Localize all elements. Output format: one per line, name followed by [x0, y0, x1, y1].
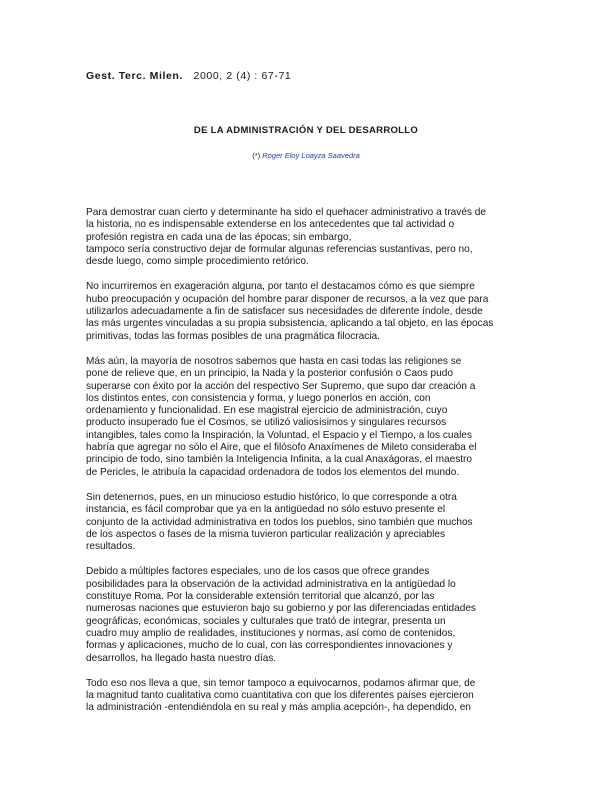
- paragraph-line: ordenamiento y funcionalidad. En ese magistral ejercicio de administración, cuyo: [86, 405, 448, 417]
- paragraph-line: primitivas, todas las formas posibles de una pragmática filocracia.: [86, 330, 380, 342]
- paragraph-line: la magnitud tanto cualitativa como cuantitativa con que los diferentes países ejercieron: [86, 690, 474, 702]
- paragraph-line: de Pericles, le atribuía la capacidad ordenadora de todos los elementos del mundo.: [86, 466, 460, 478]
- paragraph-line: instancia, es fácil comprobar que ya en la antigüedad no sólo estuvo presente el: [86, 504, 446, 516]
- paragraph-line: Sin detenernos, pues, en un minucioso estudio histórico, lo que corresponde a otra: [86, 491, 457, 503]
- paragraph-line: los distintos entes, con consistencia y forma, y luego ponerlos en acción, con: [86, 392, 431, 404]
- issue-reference: 2000, 2 (4) : 67-71: [193, 70, 292, 82]
- paragraph-line: conjunto de la actividad administrativa en todos los pueblos, sino también que muchos: [86, 516, 473, 528]
- paragraph-line: profesión registra en cada una de las épocas; sin embargo,: [86, 231, 352, 243]
- paragraph-line: la administración -entendiéndola en su real y más amplia acepción-, ha dependido, en: [86, 702, 471, 714]
- author-name-link[interactable]: Roger Eloy Loayza Saavedra: [262, 151, 360, 160]
- paragraph-line: desde luego, como simple procedimiento retórico.: [86, 256, 309, 268]
- paragraph: [86, 492, 526, 553]
- paragraph-line: tampoco sería constructivo dejar de formular algunas referencias sustantivas, pero no,: [86, 243, 473, 255]
- paragraph-line: geográficas, económicas, sociales y culturales que trató de integrar, presenta un: [86, 615, 446, 627]
- paragraph-line: Más aún, la mayoría de nosotros sabemos que hasta en casi todas las religiones se: [86, 355, 462, 367]
- paragraph-line: Debido a múltiples factores especiales, uno de los casos que ofrece grandes: [86, 566, 430, 578]
- paragraph-line: principio de todo, sino también la Inteligencia Infinita, a la cual Anaxágoras, el maestro: [86, 454, 473, 466]
- article-title: DE LA ADMINISTRACIÓN Y DEL DESARROLLO: [193, 125, 419, 136]
- paragraph-line: No incurriremos en exageración alguna, por tanto el destacamos cómo es que siempre: [86, 281, 475, 293]
- paragraph: [86, 678, 526, 715]
- paragraph-line: hubo preocupación y ocupación del hombre parar disponer de recursos, a la vez que para: [86, 293, 489, 305]
- paragraph: [86, 356, 526, 479]
- paragraph-line: cuadro muy amplio de realidades, instituciones y normas, así como de contenidos,: [86, 627, 456, 639]
- paragraph-line: intangibles, tales como la Inspiración, la Voluntad, el Espacio y el Tiempo, a los cuales: [86, 429, 473, 441]
- author-line: [0, 151, 612, 160]
- paragraph-line: Todo eso nos lleva a que, sin temor tampoco a equivocarnos, podamos afirmar que, de: [86, 677, 476, 689]
- paragraph-line: producto insuperado fue el Cosmos, se utilizó valiosísimos y singulares recursos: [86, 417, 447, 429]
- paragraph: [86, 281, 526, 342]
- paragraph-line: utilizarlos adecuadamente a fin de satisfacer sus necesidades de diferente índole, desde: [86, 306, 483, 318]
- paragraph: [86, 566, 526, 664]
- author-footnote-mark: (*): [252, 151, 261, 160]
- journal-citation: [86, 70, 291, 82]
- paragraph: [86, 207, 526, 268]
- paragraph-line: las más urgentes vinculadas a su propia subsistencia, aplicando a tal objeto, en las épocas: [86, 318, 494, 330]
- paragraph-line: constituye Roma. Por la considerable extensión territorial que alcanzó, por las: [86, 591, 435, 603]
- article-body: [86, 207, 526, 728]
- paragraph-line: numerosas naciones que estuvieron bajo su gobierno y por las diferenciadas entidades: [86, 603, 476, 615]
- paragraph-line: la historia, no es indispensable extenderse en los antecedentes que tal actividad o: [86, 219, 455, 231]
- paragraph-line: habría que agregar no sólo el Aire, que el filósofo Anaxímenes de Mileto consideraba el: [86, 442, 477, 454]
- paragraph-line: superarse con éxito por la acción del respectivo Ser Supremo, que supo dar creación a: [86, 380, 476, 392]
- paragraph-line: formas y aplicaciones, mucho de lo cual, con las correspondientes innovaciones y: [86, 640, 453, 652]
- paragraph-line: de los aspectos o fases de la misma tuvieron particular realización y apreciables: [86, 528, 446, 540]
- paragraph-line: Para demostrar cuan cierto y determinante ha sido el quehacer administrativo a través de: [86, 207, 487, 218]
- paragraph-line: desarrollos, ha llegado hasta nuestro días.: [86, 652, 277, 664]
- paragraph-line: posibilidades para la observación de la actividad administrativa en la antigüedad lo: [86, 578, 456, 590]
- journal-name: Gest. Terc. Milen.: [86, 70, 183, 82]
- paragraph-line: resultados.: [86, 541, 136, 553]
- paragraph-line: pone de relieve que, en un principio, la Nada y la posterior confusión o Caos pudo: [86, 368, 453, 380]
